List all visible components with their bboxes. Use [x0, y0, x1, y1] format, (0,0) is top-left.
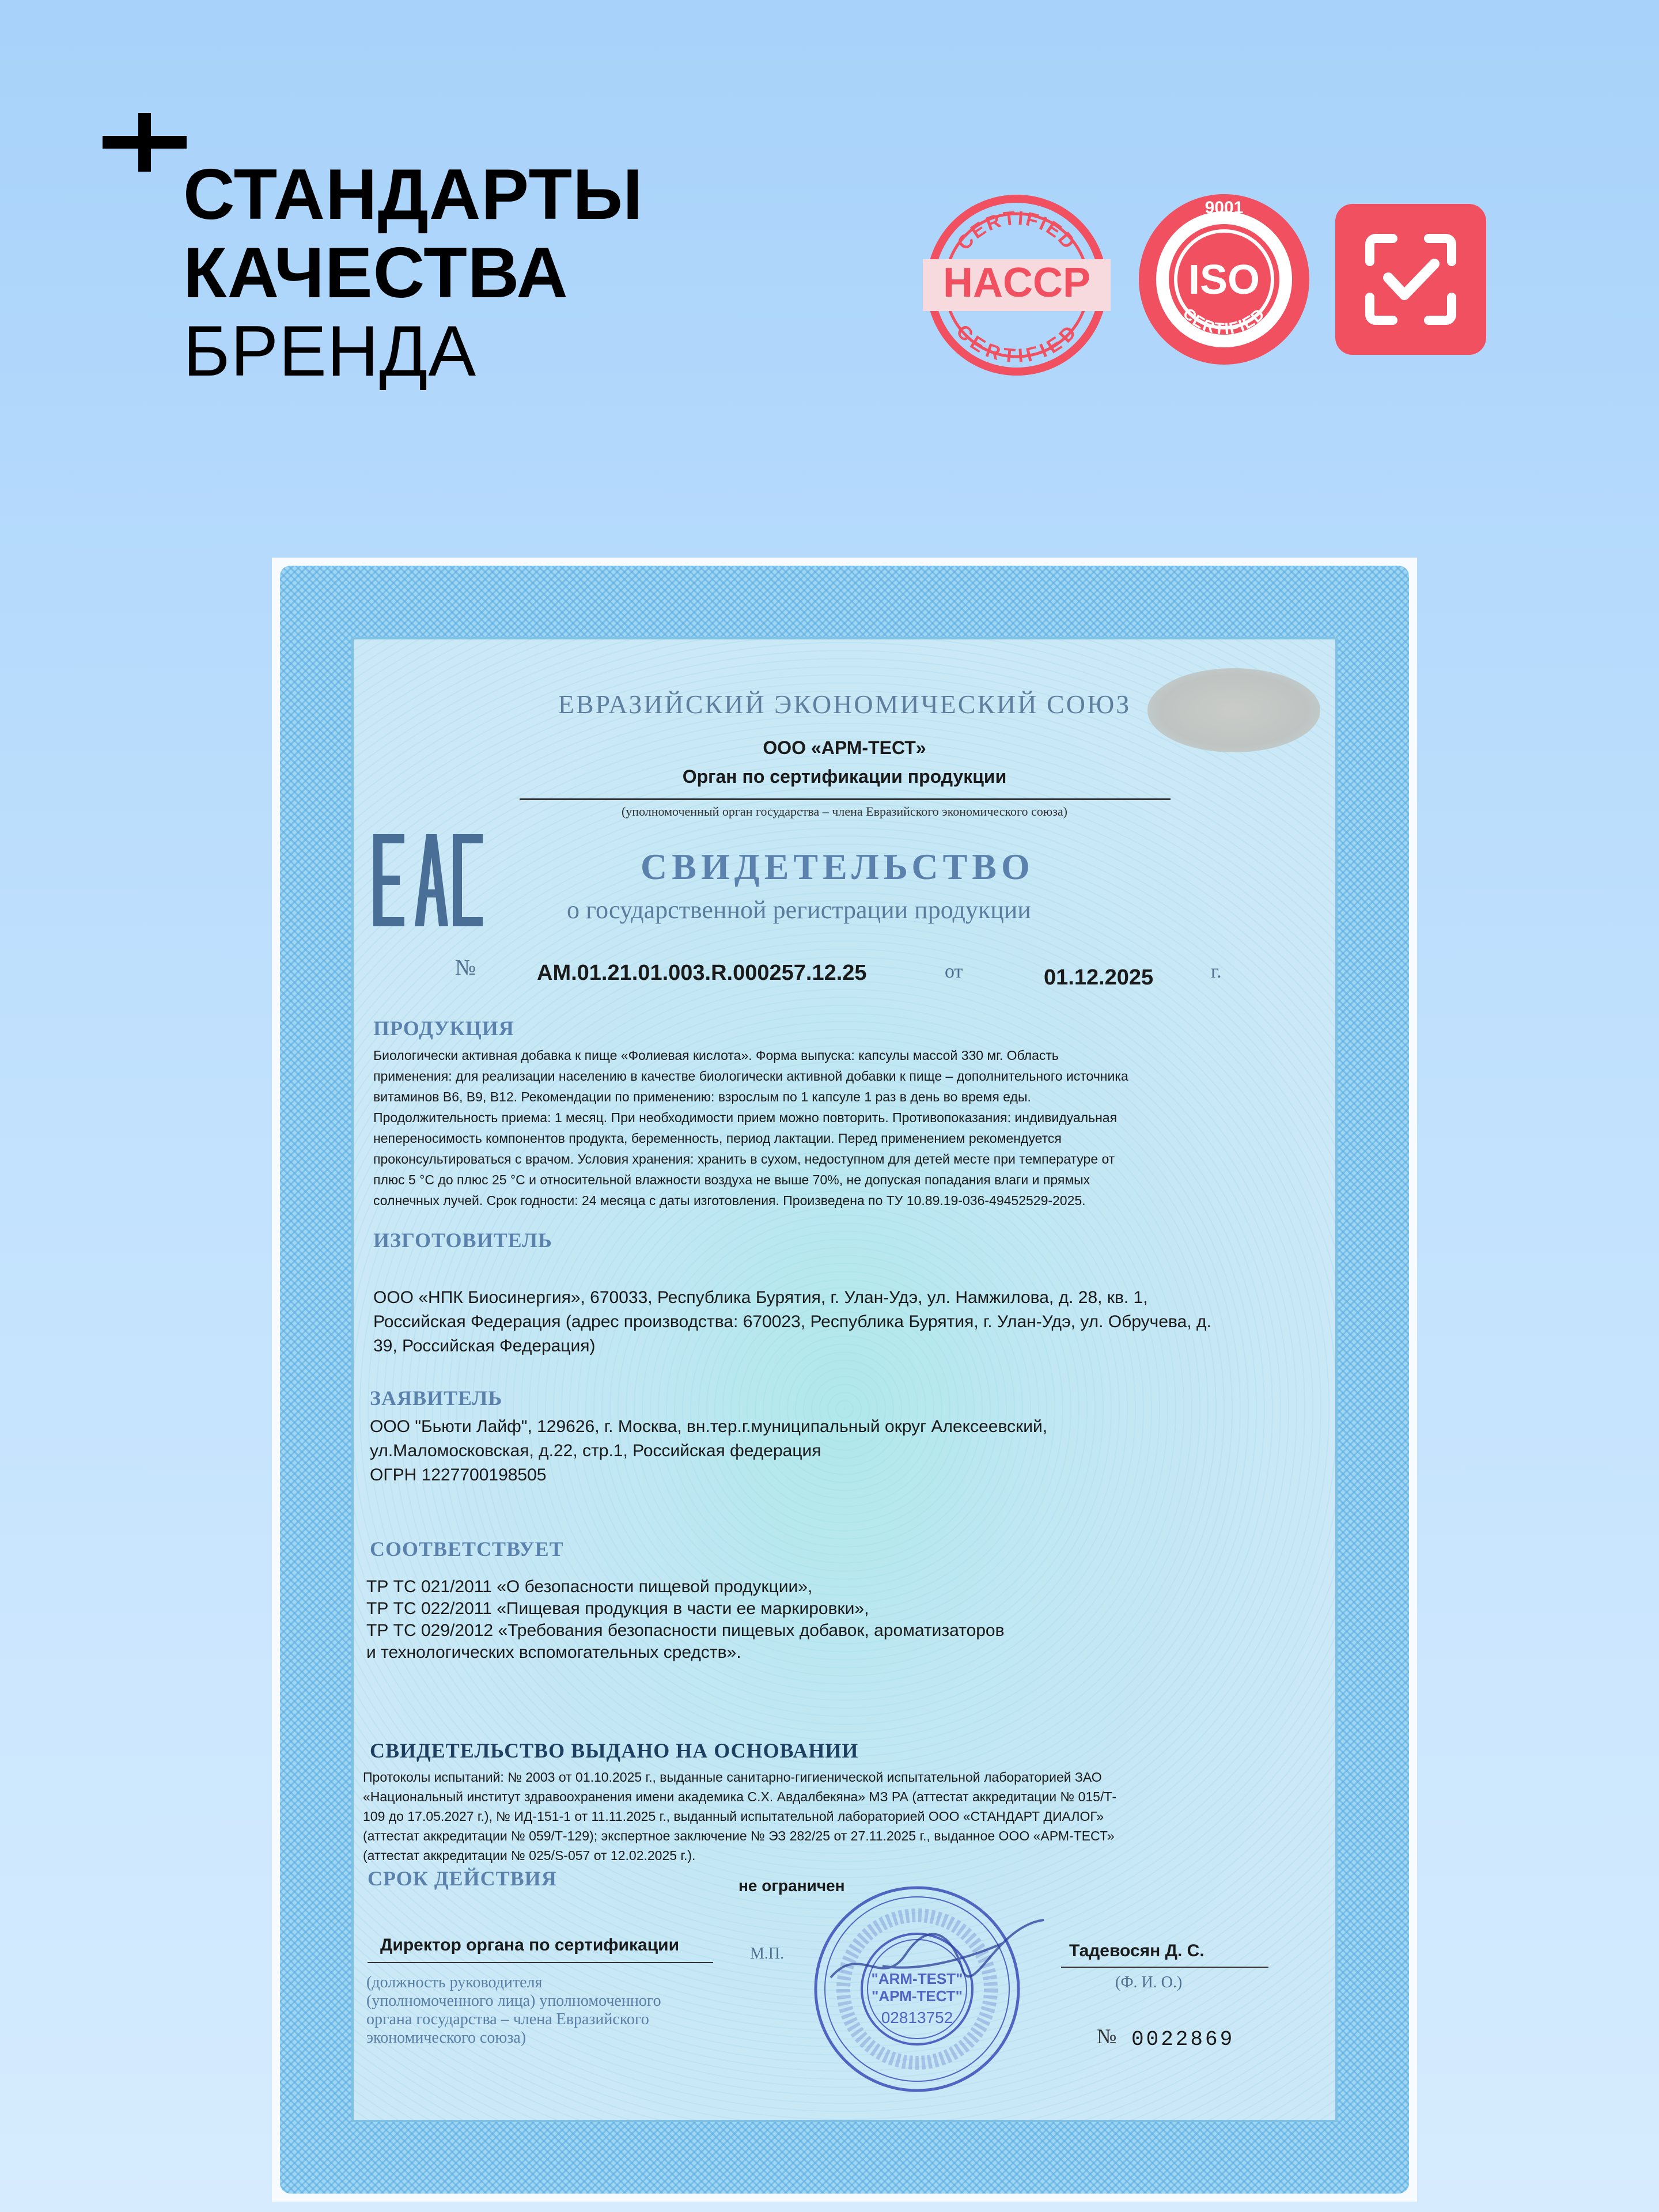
- certificate-document: [272, 558, 1417, 2202]
- check-frame-icon: [1335, 204, 1486, 355]
- divider: [520, 798, 1171, 800]
- iso-top-text: 9001: [1205, 198, 1244, 217]
- basis-line: 109 до 17.05.2027 г.), № ИД-151-1 от 11.11.2025 г., выданный испытательной лабораторией ООО «СТАНДАРТ ДИАЛОГ»: [363, 1809, 1104, 1824]
- validity-value: не ограничен: [738, 1877, 845, 1895]
- plus-icon: [103, 113, 187, 172]
- headline: [183, 156, 643, 391]
- conforms-text: [366, 1576, 1173, 1664]
- product-line: непереносимость компонентов продукта, беременность, период лактации. Перед применением рекомендуется: [373, 1131, 1062, 1146]
- eac-mark-icon: [373, 834, 483, 926]
- product-line: Биологически активная добавка к пище «Фолиевая кислота». Форма выпуска: капсулы массой 330 мг. Область: [373, 1048, 1059, 1063]
- headline-line-2: КАЧЕСТВА: [183, 233, 569, 313]
- haccp-center-text: HACCP: [942, 260, 1091, 306]
- manufacturer-line: ООО «НПК Биосинергия», 670033, Республика Бурятия, г. Улан-Удэ, ул. Намжилова, д. 28, кв. 1,: [373, 1288, 1148, 1307]
- basis-line: «Национальный институт здравоохранения имени академика С.Х. Авдалбекяна» МЗ РА (аттестат аккредитации № 015/Т-: [363, 1789, 1117, 1804]
- signer-name: Тадевосян Д. С.: [1069, 1941, 1205, 1960]
- director-line: [368, 1962, 713, 1963]
- fio-label: (Ф. И. О.): [1115, 1974, 1183, 1991]
- haccp-bottom-text: CERTIFIED: [952, 320, 1082, 368]
- product-line: проконсультироваться с врачом. Условия хранения: хранить в сухом, недоступном для детей месте при температуре от: [373, 1152, 1115, 1166]
- product-text: [373, 1045, 1304, 1211]
- signer-note-line: (должность руководителя: [366, 1974, 543, 1991]
- basis-line: (аттестат аккредитации № 059/Т-129); экспертное заключение № ЭЗ 282/25 от 27.11.2025 г., выданное ООО «АРМ-ТЕСТ»: [363, 1828, 1115, 1843]
- iso-center-text: ISO: [1188, 257, 1260, 303]
- manufacturer-line: Российская Федерация (адрес производства: 670023, Республика Бурятия, г. Улан-Удэ, ул. Обручева, д.: [373, 1312, 1211, 1331]
- basis-line: (аттестат аккредитации № 025/S-057 от 12.02.2025 г.).: [363, 1848, 696, 1863]
- product-line: плюс 5 °С до плюс 25 °С и относительной влажности воздуха не выше 70%, не допуская попадания влаги и прямых: [373, 1172, 1090, 1187]
- validity-heading: СРОК ДЕЙСТВИЯ: [368, 1867, 557, 1890]
- basis-line: Протоколы испытаний: № 2003 от 01.10.2025 г., выданные санитарно-гигиенической испытательной лабораторией ЗАО: [363, 1770, 1102, 1785]
- signer-note-line: органа государства – члена Евразийского: [366, 2010, 649, 2028]
- signer-line: [1061, 1967, 1268, 1968]
- signer-note: [366, 1974, 661, 2047]
- product-heading: ПРОДУКЦИЯ: [373, 1017, 514, 1040]
- iso-badge-icon: [1135, 190, 1313, 369]
- iso-bottom-text: CERTIFIED: [1179, 304, 1269, 338]
- applicant-text: [370, 1415, 1304, 1487]
- serial-label: №: [1097, 2025, 1117, 2048]
- director-label: Директор органа по сертификации: [380, 1936, 680, 1955]
- org-name: ООО «АРМ-ТЕСТ»: [763, 737, 926, 758]
- signer-note-line: (уполномоченного лица) уполномоченного: [366, 1992, 661, 2010]
- signer-note-line: экономического союза): [366, 2029, 527, 2047]
- org-note: (уполномоченный орган государства – члена Евразийского экономического союза): [621, 804, 1068, 819]
- signature-icon: [813, 1908, 1055, 2006]
- certificate-subtitle: о государственной регистрации продукции: [567, 896, 1031, 924]
- conforms-line: ТР ТС 022/2011 «Пищевая продукция в части ее маркировки»,: [366, 1599, 869, 1618]
- applicant-line: ОГРН 1227700198505: [370, 1465, 547, 1484]
- basis-heading: СВИДЕТЕЛЬСТВО ВЫДАНО НА ОСНОВАНИИ: [370, 1739, 859, 1762]
- certificate-number: AM.01.21.01.003.R.000257.12.25: [537, 961, 867, 985]
- stamp-text-latin: "ARM-TEST": [871, 1970, 963, 1987]
- product-line: витаминов В6, В9, В12. Рекомендации по применению: взрослым по 1 капсуле 1 раз в день во время еды.: [373, 1089, 1031, 1104]
- org-role: Орган по сертификации продукции: [682, 766, 1007, 787]
- applicant-heading: ЗАЯВИТЕЛЬ: [370, 1387, 503, 1410]
- year-suffix: г.: [1211, 961, 1222, 982]
- product-line: применения: для реализации населению в качестве биологически активной добавки к пище – дополнительного источника: [373, 1069, 1128, 1084]
- basis-text: [363, 1767, 1305, 1865]
- conforms-line: ТР ТС 029/2012 «Требования безопасности пищевых добавок, ароматизаторов: [366, 1621, 1005, 1640]
- headline-line-1: СТАНДАРТЫ: [183, 155, 643, 234]
- certificate-date: 01.12.2025: [1044, 965, 1154, 990]
- number-label: №: [455, 956, 476, 980]
- serial-number: 0022869: [1131, 2028, 1235, 2051]
- conforms-heading: СООТВЕТСТВУЕТ: [370, 1537, 564, 1560]
- applicant-line: ООО "Бьюти Лайф", 129626, г. Москва, вн.тер.г.муниципальный округ Алексеевский,: [370, 1417, 1048, 1436]
- stamp-code: 02813752: [881, 2009, 953, 2027]
- certificate-title: СВИДЕТЕЛЬСТВО: [641, 846, 1035, 887]
- stamp-text-cyrillic: "АРМ-ТЕСТ": [872, 1987, 963, 2005]
- haccp-badge-icon: [922, 190, 1112, 380]
- headline-line-3: БРЕНДА: [183, 312, 477, 391]
- haccp-top-text: CERTIFIED: [953, 207, 1081, 255]
- product-line: Продолжительность приема: 1 месяц. При необходимости прием можно повторить. Противопоказания: индивидуальная: [373, 1110, 1118, 1125]
- applicant-line: ул.Маломосковская, д.22, стр.1, Российская федерация: [370, 1441, 821, 1460]
- conforms-line: ТР ТС 021/2011 «О безопасности пищевой продукции»,: [366, 1577, 813, 1596]
- from-label: от: [945, 961, 963, 982]
- product-line: солнечных лучей. Срок годности: 24 месяца с даты изготовления. Произведена по ТУ 10.89.19-036-49452529-2025.: [373, 1193, 1086, 1208]
- mp-label: М.П.: [750, 1945, 785, 1963]
- manufacturer-line: 39, Российская Федерация): [373, 1336, 596, 1355]
- manufacturer-heading: ИЗГОТОВИТЕЛЬ: [373, 1229, 552, 1252]
- manufacturer-text: [373, 1286, 1304, 1358]
- conforms-line: и технологических вспомогательных средств».: [366, 1643, 741, 1662]
- union-title: ЕВРАЗИЙСКИЙ ЭКОНОМИЧЕСКИЙ СОЮЗ: [558, 690, 1131, 719]
